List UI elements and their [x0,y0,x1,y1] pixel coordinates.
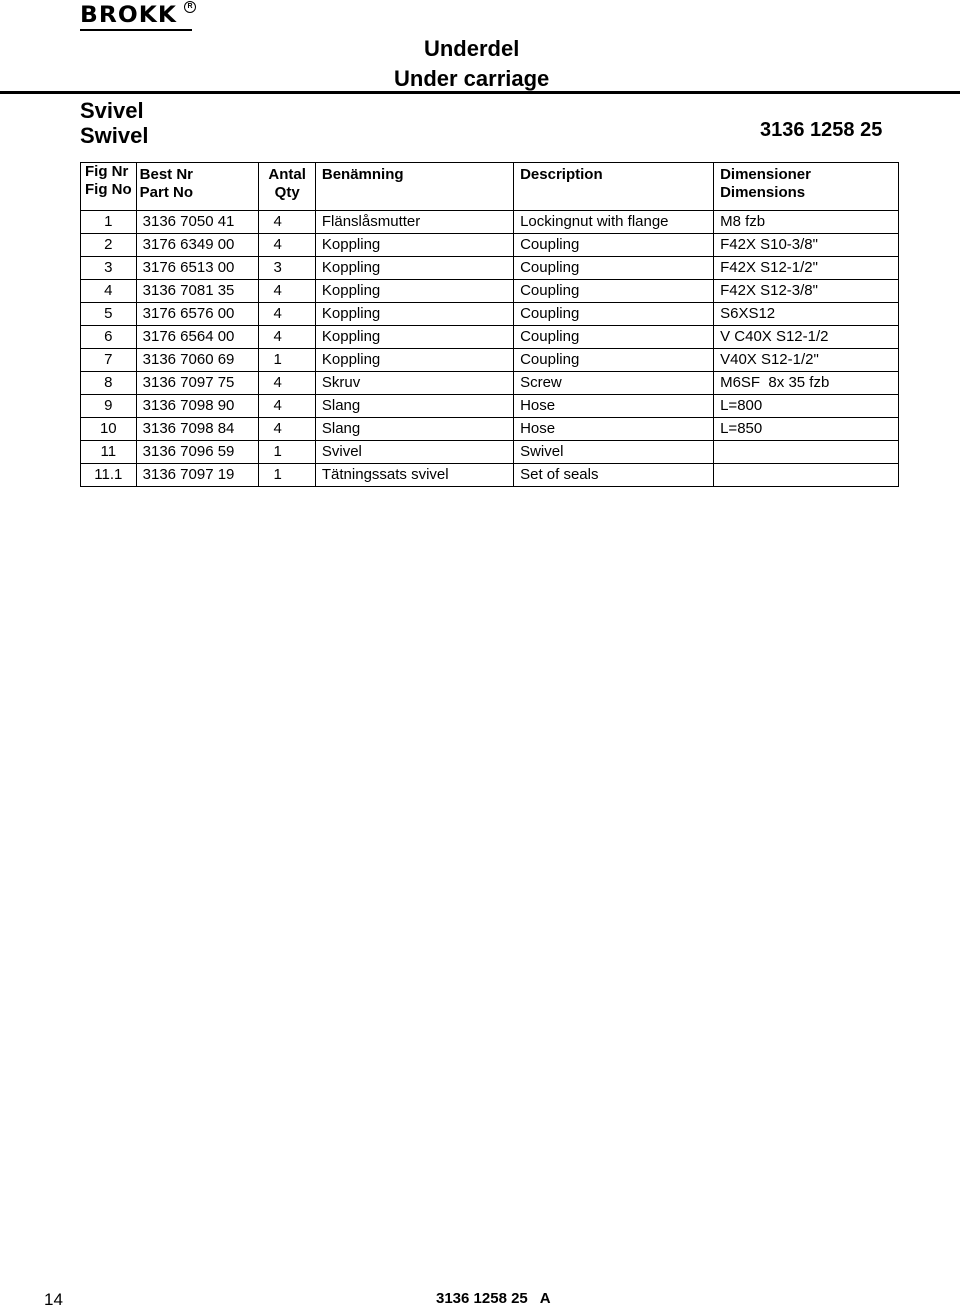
cell-description: Coupling [514,234,714,257]
col-header-description [514,163,714,211]
cell-description: Coupling [514,257,714,280]
cell-dimensions: F42X S12-1/2" [714,257,899,280]
table-row [81,372,899,395]
cell-qty: 4 [259,395,315,418]
cell-dimensions [714,464,899,487]
cell-fig: 3 [81,257,137,280]
cell-part-number: 3136 7097 19 [136,464,259,487]
cell-qty: 1 [259,464,315,487]
cell-name: Flänslåsmutter [315,211,513,234]
col-header-part-sv: Best Nr [139,166,193,183]
col-header-dim-sv: Dimensioner [720,166,811,183]
cell-name: Svivel [315,441,513,464]
cell-part-number: 3136 7050 41 [136,211,259,234]
col-header-fig-sv: Fig Nr [85,163,129,180]
col-header-name-label: Benämning [321,166,404,183]
cell-description: Hose [514,395,714,418]
cell-name: Koppling [315,326,513,349]
cell-dimensions: M8 fzb [714,211,899,234]
cell-dimensions: F42X S10-3/8" [714,234,899,257]
col-header-dim-en: Dimensions [720,184,806,201]
cell-qty: 1 [259,349,315,372]
cell-fig: 6 [81,326,137,349]
cell-fig: 1 [81,211,137,234]
registered-mark-icon: R [184,1,196,13]
cell-fig: 11.1 [81,464,137,487]
cell-part-number: 3176 6576 00 [136,303,259,326]
parts-table-body [81,211,899,487]
cell-dimensions: F42X S12-3/8" [714,280,899,303]
cell-part-number: 3136 7060 69 [136,349,259,372]
cell-fig: 7 [81,349,137,372]
cell-part-number: 3176 6349 00 [136,234,259,257]
cell-dimensions: L=800 [714,395,899,418]
brokk-logo [80,3,196,33]
col-header-fig-en: Fig No [85,181,132,198]
table-row [81,234,899,257]
table-row [81,441,899,464]
col-header-description-label: Description [520,166,603,183]
cell-part-number: 3176 6564 00 [136,326,259,349]
cell-name: Tätningssats svivel [315,464,513,487]
cell-description: Coupling [514,349,714,372]
document-number: 3136 1258 25 [760,119,883,141]
page-header-title [394,34,549,94]
table-row [81,211,899,234]
cell-name: Koppling [315,234,513,257]
col-header-qty-sv: Antal [268,166,306,183]
logo-text: BROKK [80,3,178,28]
section-title-english: Swivel [80,123,149,148]
col-header-fig [81,163,137,211]
cell-name: Slang [315,418,513,441]
table-row [81,303,899,326]
col-header-part-en: Part No [139,184,193,201]
cell-description: Coupling [514,303,714,326]
col-header-part [136,163,259,211]
cell-description: Screw [514,372,714,395]
header-title-english: Under carriage [394,66,550,91]
cell-qty: 4 [259,372,315,395]
parts-table [80,162,899,487]
cell-fig: 11 [81,441,137,464]
cell-fig: 4 [81,280,137,303]
cell-fig: 2 [81,234,137,257]
cell-name: Koppling [315,257,513,280]
header-title-swedish: Underdel [423,36,520,61]
cell-name: Koppling [315,349,513,372]
cell-description: Lockingnut with flange [514,211,714,234]
cell-part-number: 3136 7096 59 [136,441,259,464]
cell-description: Set of seals [514,464,714,487]
cell-part-number: 3136 7098 84 [136,418,259,441]
table-row [81,257,899,280]
section-title-swedish: Svivel [80,98,144,123]
table-row [81,349,899,372]
section-title [80,98,148,148]
table-row [81,326,899,349]
table-header-row [81,163,899,211]
cell-fig: 10 [81,418,137,441]
col-header-qty-en: Qty [274,184,300,201]
cell-dimensions: M6SF 8x 35 fzb [714,372,899,395]
cell-qty: 4 [259,303,315,326]
cell-description: Hose [514,418,714,441]
cell-qty: 3 [259,257,315,280]
page-number: 14 [44,1290,63,1309]
cell-description: Coupling [514,326,714,349]
table-row [81,280,899,303]
cell-dimensions: V C40X S12-1/2 [714,326,899,349]
cell-dimensions: L=850 [714,418,899,441]
cell-fig: 9 [81,395,137,418]
cell-qty: 4 [259,211,315,234]
cell-qty: 4 [259,326,315,349]
col-header-dimensions [714,163,899,211]
cell-qty: 1 [259,441,315,464]
cell-fig: 5 [81,303,137,326]
cell-part-number: 3176 6513 00 [136,257,259,280]
col-header-name [315,163,513,211]
table-row [81,395,899,418]
cell-part-number: 3136 7097 75 [136,372,259,395]
cell-qty: 4 [259,234,315,257]
cell-qty: 4 [259,280,315,303]
cell-part-number: 3136 7081 35 [136,280,259,303]
cell-dimensions: S6XS12 [714,303,899,326]
cell-description: Coupling [514,280,714,303]
cell-fig: 8 [81,372,137,395]
cell-name: Skruv [315,372,513,395]
cell-part-number: 3136 7098 90 [136,395,259,418]
header-divider [0,91,960,94]
cell-name: Koppling [315,280,513,303]
cell-description: Swivel [514,441,714,464]
cell-dimensions [714,441,899,464]
cell-name: Slang [315,395,513,418]
table-row [81,464,899,487]
table-row [81,418,899,441]
cell-qty: 4 [259,418,315,441]
cell-name: Koppling [315,303,513,326]
footer-document-reference: 3136 1258 25 A [436,1290,551,1307]
col-header-qty [259,163,315,211]
logo-underline [80,29,192,31]
cell-dimensions: V40X S12-1/2" [714,349,899,372]
